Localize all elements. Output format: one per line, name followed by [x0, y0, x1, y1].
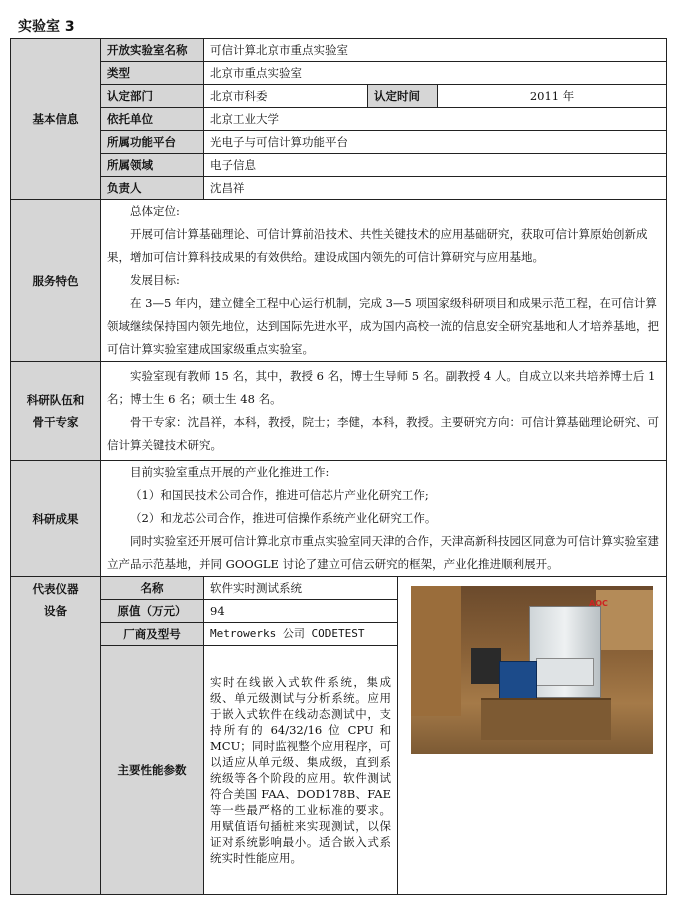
value-date: 2011 年: [438, 85, 667, 108]
page-title: 实验室 3: [18, 19, 75, 35]
equipment-photo-cell: [398, 577, 667, 895]
service-content: [101, 200, 667, 362]
results-content: [101, 461, 667, 577]
label-lab-name: 开放实验室名称: [101, 39, 204, 62]
label-type: 类型: [101, 62, 204, 85]
photo-tower-panel: [536, 658, 594, 686]
photo-carton-left: [411, 586, 461, 716]
team-content: [101, 362, 667, 461]
label-dept: 认定部门: [101, 85, 204, 108]
section-equipment-line2: 设备: [44, 604, 67, 618]
results-intro: 目前实验室重点开展的产业化推进工作:: [130, 465, 330, 479]
label-date: 认定时间: [368, 85, 438, 108]
section-basic-info: 基本信息: [11, 39, 101, 200]
photo-base-carton: [481, 698, 611, 740]
team-staff-text: 实验室现有教师 15 名，其中，教授 6 名，博士生导师 5 名。副教授 4 人。自成立以来共培养博士后 1 名；博士生 6 名；硕士生 48 名。: [107, 369, 656, 406]
section-service: 服务特色: [11, 200, 101, 362]
label-equipment-maker: 厂商及型号: [101, 623, 204, 646]
value-platform: 光电子与可信计算功能平台: [204, 131, 667, 154]
label-equipment-price: 原值（万元）: [101, 600, 204, 623]
service-heading-position: 总体定位:: [130, 204, 180, 218]
label-equipment-spec: 主要性能参数: [101, 646, 204, 895]
value-host: 北京工业大学: [204, 108, 667, 131]
value-dept: 北京市科委: [204, 85, 368, 108]
value-equipment-maker: Metrowerks 公司 CODETEST: [204, 623, 398, 646]
value-equipment-spec: 实时在线嵌入式软件系统，集成级、单元级测试与分析系统。应用于嵌入式软件在线动态测试中，支持所有的 64/32/16 位 CPU 和 MCU；同时监视整个应用程序，可以适应从单元级、集成级，直到系统级等各个阶段的应用。软件测试符合美国 FAA、DOD178B、FAE 等一些最严格的工业标准的要求。用赋值语句插桩来实现测试，以保证对系统影响最小。适合嵌入式系统实时性能应用。: [204, 646, 398, 895]
service-goal-text: 在 3—5 年内，建立健全工程中心运行机制，完成 3—5 项国家级科研项目和成果示范工程，在可信计算领域继续保持国内领先地位，达到国际先进水平，成为国内高校一流的信息安全研究基地和人才培养基地，把可信计算实验室建成国家级重点实验室。: [107, 296, 659, 356]
label-platform: 所属功能平台: [101, 131, 204, 154]
section-equipment-line1: 代表仪器: [32, 582, 79, 596]
value-field: 电子信息: [204, 154, 667, 177]
lab-info-table: [10, 38, 667, 895]
service-position-text: 开展可信计算基础理论、可信计算前沿技术、共性关键技术的应用基础研究，获取可信计算原始创新成果，增加可信计算科技成果的有效供给。建设成国内领先的可信计算研究与应用基地。: [107, 227, 648, 264]
label-leader: 负责人: [101, 177, 204, 200]
results-extra: 同时实验室还开展可信计算北京市重点实验室同天津的合作，天津高新科技园区同意为可信计算实验室建立产品示范基地，并同 GOOGLE 讨论了建立可信云研究的框架，产业化推进顺利展开。: [107, 534, 659, 571]
service-heading-goal: 发展目标:: [130, 273, 180, 287]
section-results: 科研成果: [11, 461, 101, 577]
photo-logo: AOC: [589, 599, 608, 608]
value-equipment-price: 94: [204, 600, 398, 623]
label-host: 依托单位: [101, 108, 204, 131]
section-equipment: [11, 577, 101, 895]
value-equipment-name: 软件实时测试系统: [204, 577, 398, 600]
section-team-line2: 骨干专家: [32, 415, 79, 429]
label-field: 所属领域: [101, 154, 204, 177]
results-item-2: （2）和龙芯公司合作，推进可信操作系统产业化研究工作。: [130, 511, 437, 525]
section-team: [11, 362, 101, 461]
value-lab-name: 可信计算北京市重点实验室: [204, 39, 667, 62]
section-team-line1: 科研队伍和: [26, 393, 85, 407]
photo-circuit-board: [499, 661, 537, 699]
equipment-photo: [411, 586, 653, 754]
results-item-1: （1）和国民技术公司合作，推进可信芯片产业化研究工作;: [130, 488, 429, 502]
team-experts-text: 骨干专家：沈昌祥，本科，教授，院士；李健，本科，教授。主要研究方向：可信计算基础理论研究、可信计算关键技术研究。: [107, 415, 659, 452]
value-type: 北京市重点实验室: [204, 62, 667, 85]
label-equipment-name: 名称: [101, 577, 204, 600]
photo-device-dark: [471, 648, 501, 684]
value-leader: 沈昌祥: [204, 177, 667, 200]
